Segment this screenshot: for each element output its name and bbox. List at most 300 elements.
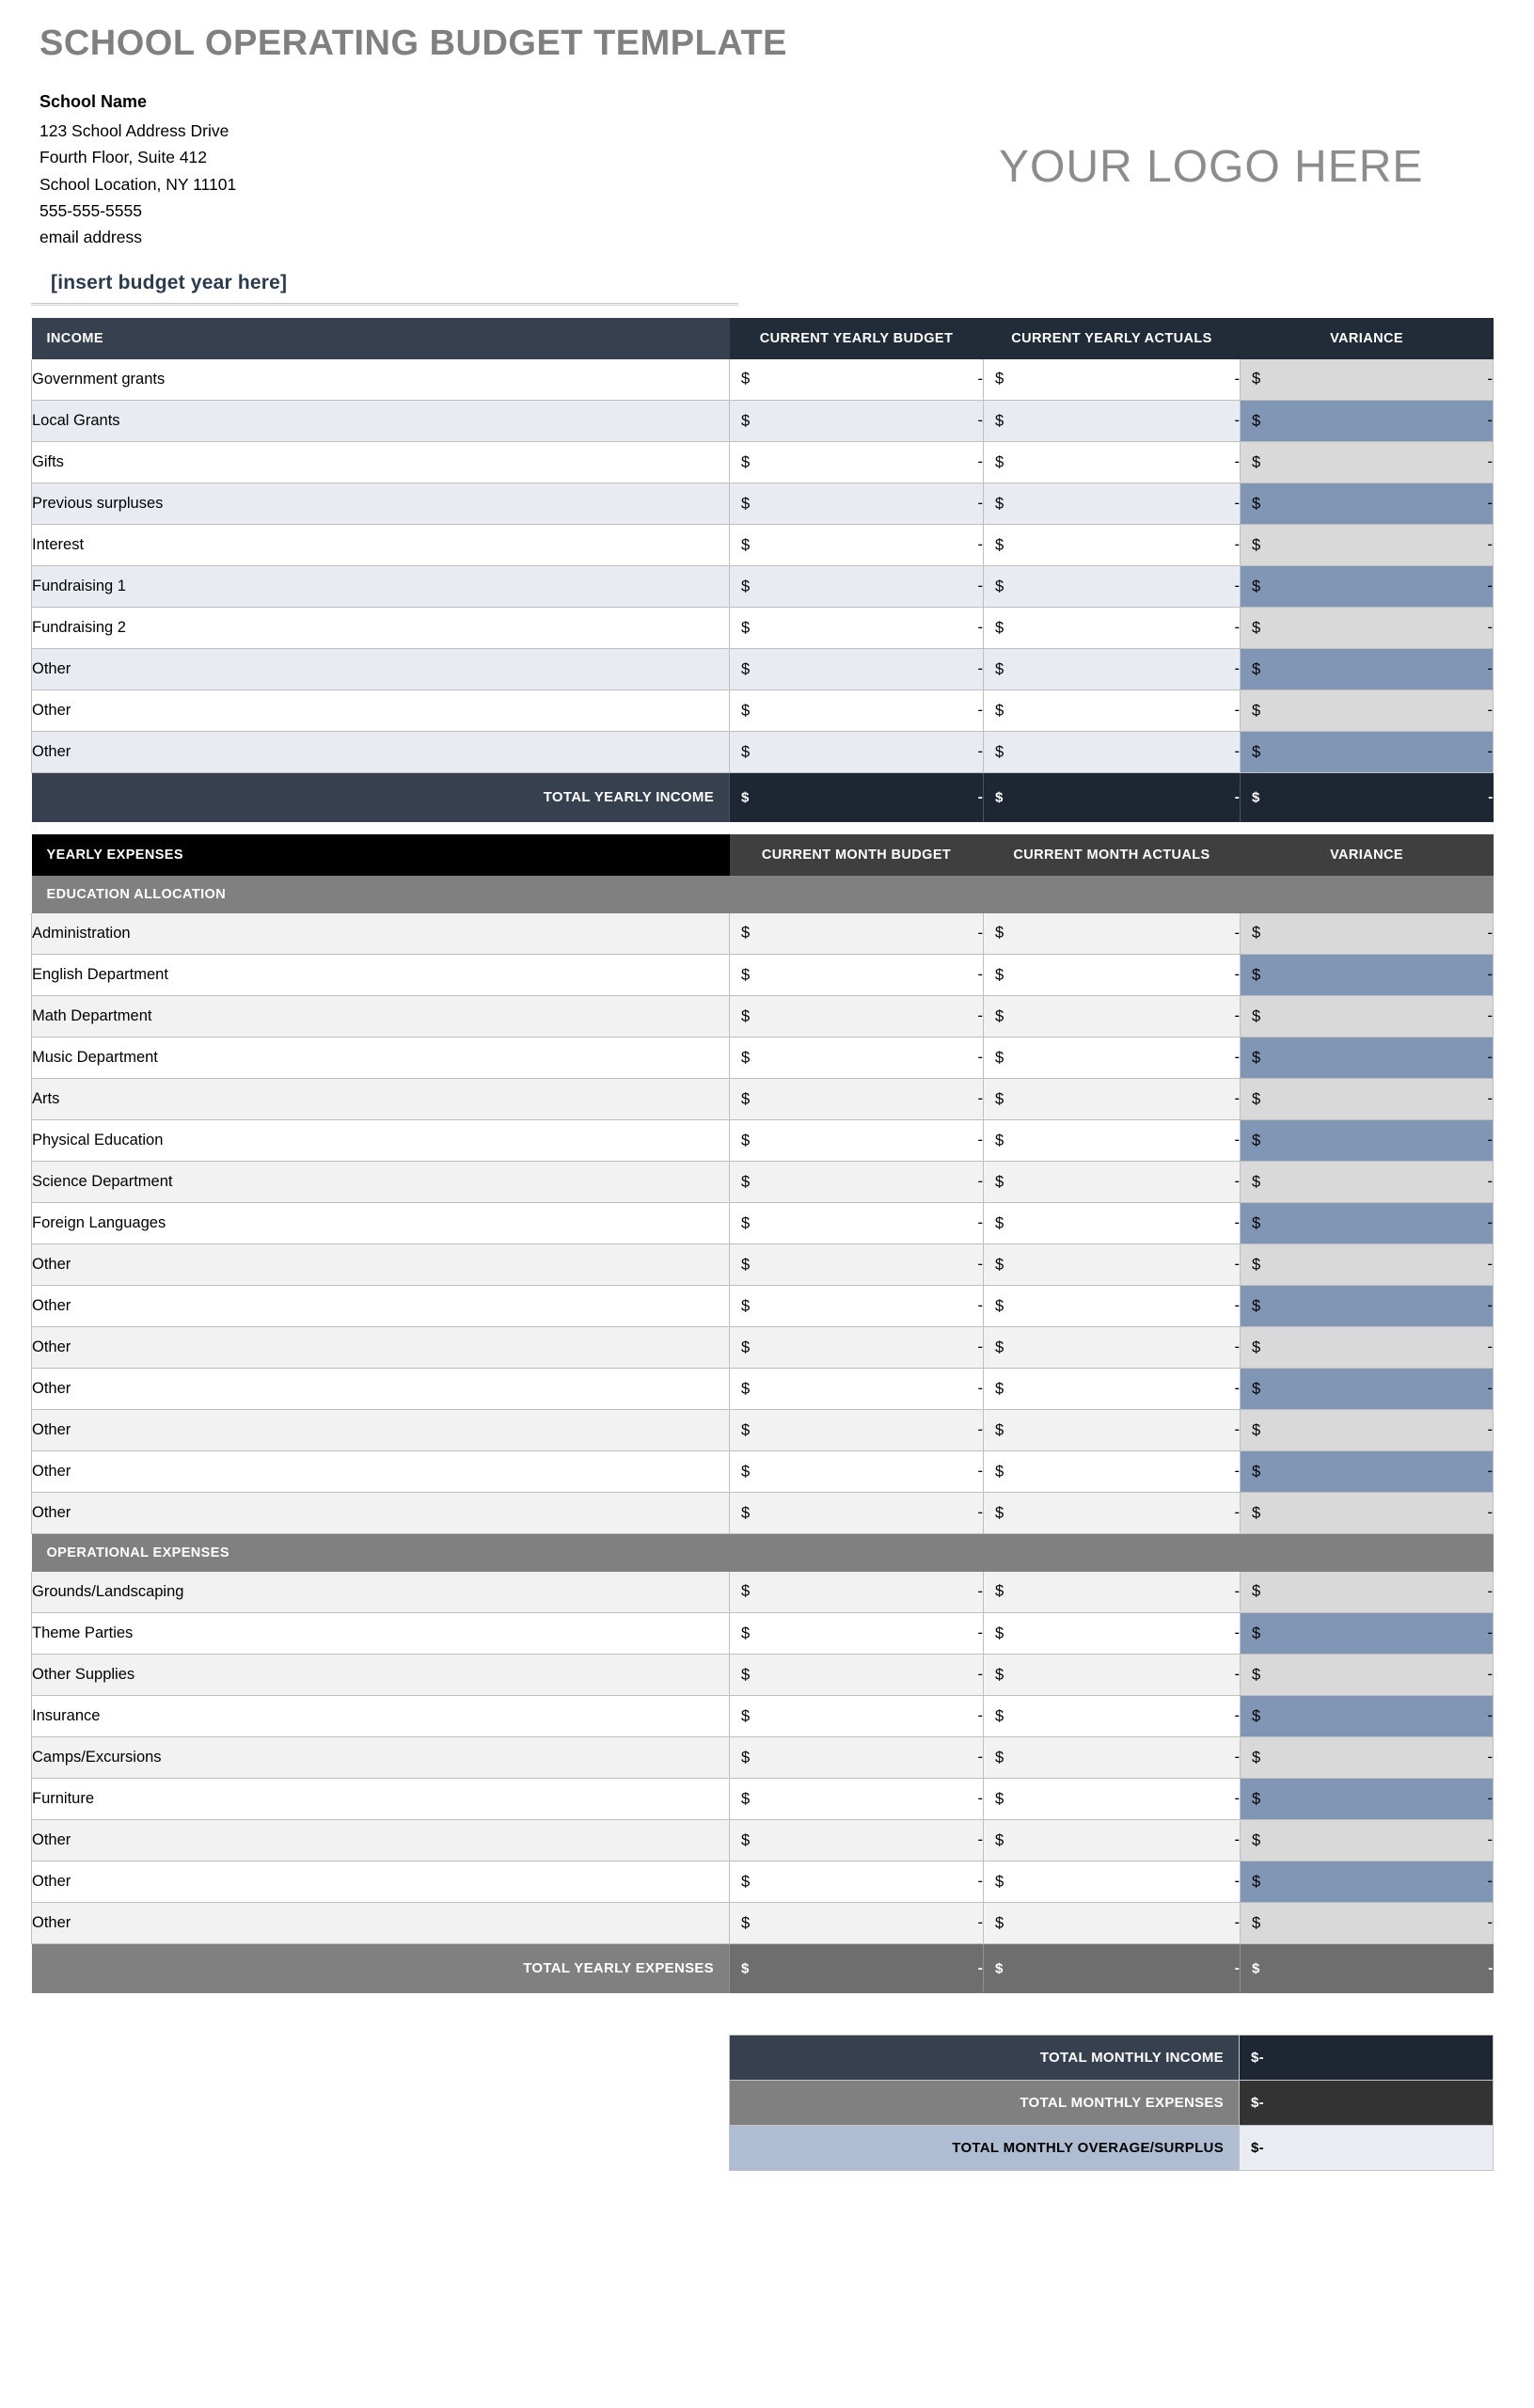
income-header-label: INCOME bbox=[32, 318, 730, 359]
table-row bbox=[32, 1286, 1494, 1327]
expense-row-variance[interactable] bbox=[1241, 996, 1494, 1038]
income-row-variance[interactable] bbox=[1241, 525, 1494, 566]
income-row-variance[interactable] bbox=[1241, 359, 1494, 401]
expense-row-budget-value: - bbox=[977, 1090, 983, 1108]
income-row-budget[interactable] bbox=[730, 442, 984, 483]
currency-symbol: $ bbox=[741, 1090, 751, 1108]
currency-symbol: $ bbox=[1252, 1624, 1261, 1642]
summary-row-label: TOTAL MONTHLY OVERAGE/SURPLUS bbox=[730, 2125, 1240, 2170]
income-row-actuals[interactable] bbox=[984, 401, 1241, 442]
expense-row-variance-value: - bbox=[1487, 1873, 1493, 1891]
expense-row-variance[interactable] bbox=[1241, 1696, 1494, 1737]
expense-row-budget[interactable] bbox=[730, 1286, 984, 1327]
expense-row-actuals[interactable] bbox=[984, 1737, 1241, 1779]
expense-total-actuals-value: - bbox=[1234, 1960, 1240, 1977]
expense-total-row bbox=[32, 1944, 1494, 1993]
income-row-actuals[interactable] bbox=[984, 608, 1241, 649]
currency-symbol: $ bbox=[741, 1339, 751, 1356]
expense-row-variance[interactable] bbox=[1241, 1369, 1494, 1410]
currency-symbol: $ bbox=[1252, 370, 1261, 388]
currency-symbol: $ bbox=[995, 1049, 1004, 1067]
expense-row-budget-value: - bbox=[977, 1132, 983, 1149]
expense-row-actuals-value: - bbox=[1234, 1831, 1240, 1849]
income-row-variance[interactable] bbox=[1241, 442, 1494, 483]
summary-row bbox=[730, 2035, 1494, 2080]
income-total-budget bbox=[730, 773, 984, 822]
expense-row-budget[interactable] bbox=[730, 1820, 984, 1861]
expense-row-budget[interactable] bbox=[730, 1410, 984, 1451]
expense-row-actuals-value: - bbox=[1234, 1666, 1240, 1684]
expense-row-variance[interactable] bbox=[1241, 1038, 1494, 1079]
expense-row-actuals[interactable] bbox=[984, 1451, 1241, 1493]
income-row-actuals-value: - bbox=[1234, 743, 1240, 761]
income-row-variance[interactable] bbox=[1241, 690, 1494, 732]
expense-row-budget[interactable] bbox=[730, 1327, 984, 1369]
income-row-variance[interactable] bbox=[1241, 401, 1494, 442]
income-row-label[interactable]: Other bbox=[32, 690, 730, 732]
summary-row-amount: - bbox=[1258, 2094, 1264, 2111]
expense-row-actuals-value: - bbox=[1234, 1707, 1240, 1725]
summary-row-label: TOTAL MONTHLY EXPENSES bbox=[730, 2080, 1240, 2125]
income-row-actuals-value: - bbox=[1234, 619, 1240, 637]
expense-row-budget[interactable] bbox=[730, 955, 984, 996]
summary-row-value[interactable] bbox=[1240, 2125, 1494, 2170]
expense-row-budget-value: - bbox=[977, 1624, 983, 1642]
expense-row-variance-value: - bbox=[1487, 1007, 1493, 1025]
table-row bbox=[32, 566, 1494, 608]
income-row-label[interactable]: Gifts bbox=[32, 442, 730, 483]
table-row bbox=[32, 1903, 1494, 1944]
currency-symbol: $ bbox=[1252, 1173, 1261, 1191]
expense-row-budget-value: - bbox=[977, 1707, 983, 1725]
expense-row-budget[interactable] bbox=[730, 1120, 984, 1162]
income-row-variance-value: - bbox=[1487, 578, 1493, 595]
currency-symbol: $ bbox=[995, 578, 1004, 595]
currency-symbol: $ bbox=[995, 1421, 1004, 1439]
expense-row-variance-value: - bbox=[1487, 1831, 1493, 1849]
income-row-budget[interactable] bbox=[730, 525, 984, 566]
expense-row-label[interactable]: Camps/Excursions bbox=[32, 1737, 730, 1779]
expense-row-label[interactable]: Music Department bbox=[32, 1038, 730, 1079]
currency-symbol: $ bbox=[741, 924, 751, 942]
expense-row-label[interactable]: Other bbox=[32, 1903, 730, 1944]
income-row-budget[interactable] bbox=[730, 483, 984, 525]
expense-row-variance[interactable] bbox=[1241, 1120, 1494, 1162]
expense-row-actuals-value: - bbox=[1234, 1173, 1240, 1191]
expense-row-label[interactable]: Other bbox=[32, 1369, 730, 1410]
expense-row-label[interactable]: Other Supplies bbox=[32, 1655, 730, 1696]
monthly-summary-table bbox=[729, 2035, 1494, 2171]
expense-row-actuals[interactable] bbox=[984, 1820, 1241, 1861]
income-row-budget-value: - bbox=[977, 453, 983, 471]
currency-symbol: $ bbox=[995, 1790, 1004, 1808]
currency-symbol: $ bbox=[995, 1463, 1004, 1481]
expense-row-actuals[interactable] bbox=[984, 1903, 1241, 1944]
income-row-budget[interactable] bbox=[730, 732, 984, 773]
currency-symbol: $ bbox=[741, 1914, 751, 1932]
currency-symbol: $ bbox=[741, 1790, 751, 1808]
expense-row-actuals[interactable] bbox=[984, 1038, 1241, 1079]
currency-symbol: $ bbox=[1252, 619, 1261, 637]
currency-symbol: $ bbox=[995, 924, 1004, 942]
expense-row-variance[interactable] bbox=[1241, 1861, 1494, 1903]
income-row-variance-value: - bbox=[1487, 536, 1493, 554]
expense-row-actuals-value: - bbox=[1234, 1214, 1240, 1232]
expense-row-variance-value: - bbox=[1487, 1173, 1493, 1191]
currency-symbol: $ bbox=[995, 1666, 1004, 1684]
income-row-budget-value: - bbox=[977, 495, 983, 513]
expense-row-variance[interactable] bbox=[1241, 1244, 1494, 1286]
expense-row-budget[interactable] bbox=[730, 1079, 984, 1120]
currency-symbol: $ bbox=[995, 1339, 1004, 1356]
table-row bbox=[32, 996, 1494, 1038]
currency-symbol: $ bbox=[995, 1707, 1004, 1725]
income-row-actuals[interactable] bbox=[984, 732, 1241, 773]
currency-symbol: $ bbox=[995, 495, 1004, 513]
expense-row-actuals-value: - bbox=[1234, 1380, 1240, 1398]
expense-row-budget-value: - bbox=[977, 1256, 983, 1274]
expense-row-label[interactable]: Other bbox=[32, 1820, 730, 1861]
logo-placeholder[interactable]: YOUR LOGO HERE bbox=[999, 142, 1424, 192]
expense-row-variance-value: - bbox=[1487, 1214, 1493, 1232]
expense-row-actuals[interactable] bbox=[984, 1244, 1241, 1286]
currency-symbol: $ bbox=[741, 1173, 751, 1191]
income-total-variance bbox=[1241, 773, 1494, 822]
expense-row-variance[interactable] bbox=[1241, 1162, 1494, 1203]
currency-symbol: $ bbox=[1252, 660, 1261, 678]
expense-row-budget[interactable] bbox=[730, 1493, 984, 1534]
expense-row-actuals[interactable] bbox=[984, 1861, 1241, 1903]
income-row-budget[interactable] bbox=[730, 690, 984, 732]
expense-row-label[interactable]: Science Department bbox=[32, 1162, 730, 1203]
expense-section-title: EDUCATION ALLOCATION bbox=[32, 876, 1494, 913]
expense-row-budget[interactable] bbox=[730, 1451, 984, 1493]
income-row-label[interactable]: Local Grants bbox=[32, 401, 730, 442]
currency-symbol: $ bbox=[741, 1582, 751, 1600]
expense-row-variance-value: - bbox=[1487, 966, 1493, 984]
expense-row-budget[interactable] bbox=[730, 1613, 984, 1655]
income-row-actuals-value: - bbox=[1234, 702, 1240, 720]
currency-symbol: $ bbox=[741, 370, 751, 388]
expense-row-label[interactable]: Physical Education bbox=[32, 1120, 730, 1162]
currency-symbol: $ bbox=[995, 536, 1004, 554]
income-row-actuals-value: - bbox=[1234, 578, 1240, 595]
currency-symbol: $ bbox=[741, 1256, 751, 1274]
currency-symbol: $ bbox=[1252, 1297, 1261, 1315]
currency-symbol: $ bbox=[741, 660, 751, 678]
expense-row-variance[interactable] bbox=[1241, 1410, 1494, 1451]
table-row bbox=[32, 401, 1494, 442]
expense-header-budget: CURRENT MONTH BUDGET bbox=[730, 834, 984, 876]
expense-row-budget-value: - bbox=[977, 1831, 983, 1849]
school-address-line-2: Fourth Floor, Suite 412 bbox=[40, 148, 208, 167]
expense-row-label[interactable]: Other bbox=[32, 1861, 730, 1903]
expense-row-actuals[interactable] bbox=[984, 1696, 1241, 1737]
expense-row-actuals[interactable] bbox=[984, 996, 1241, 1038]
expense-row-label[interactable]: Arts bbox=[32, 1079, 730, 1120]
school-address-line-1: 123 School Address Drive bbox=[40, 120, 229, 140]
income-row-actuals[interactable] bbox=[984, 442, 1241, 483]
income-row-label[interactable]: Fundraising 1 bbox=[32, 566, 730, 608]
expense-row-actuals[interactable] bbox=[984, 1079, 1241, 1120]
income-row-budget-value: - bbox=[977, 702, 983, 720]
currency-symbol: $ bbox=[1251, 2049, 1259, 2066]
expense-row-variance-value: - bbox=[1487, 1666, 1493, 1684]
table-row bbox=[32, 442, 1494, 483]
expense-row-actuals-value: - bbox=[1234, 1624, 1240, 1642]
table-row bbox=[32, 1861, 1494, 1903]
currency-symbol: $ bbox=[741, 1749, 751, 1766]
currency-symbol: $ bbox=[995, 370, 1004, 388]
income-row-variance-value: - bbox=[1487, 453, 1493, 471]
expense-row-variance[interactable] bbox=[1241, 1493, 1494, 1534]
expense-row-variance-value: - bbox=[1487, 1504, 1493, 1522]
currency-symbol: $ bbox=[995, 1624, 1004, 1642]
income-row-label[interactable]: Interest bbox=[32, 525, 730, 566]
income-row-actuals-value: - bbox=[1234, 495, 1240, 513]
currency-symbol: $ bbox=[1252, 1582, 1261, 1600]
income-table bbox=[31, 318, 1494, 822]
currency-symbol: $ bbox=[995, 1256, 1004, 1274]
expense-row-label[interactable]: Theme Parties bbox=[32, 1613, 730, 1655]
expense-row-budget[interactable] bbox=[730, 1572, 984, 1613]
currency-symbol: $ bbox=[995, 1914, 1004, 1932]
expense-row-label[interactable]: Other bbox=[32, 1327, 730, 1369]
expense-row-variance-value: - bbox=[1487, 1749, 1493, 1766]
expense-row-variance[interactable] bbox=[1241, 1203, 1494, 1244]
expense-row-actuals[interactable] bbox=[984, 1327, 1241, 1369]
table-row bbox=[32, 1327, 1494, 1369]
income-row-budget-value: - bbox=[977, 743, 983, 761]
expense-header-row bbox=[32, 834, 1494, 876]
currency-symbol: $ bbox=[741, 412, 751, 430]
expense-row-variance[interactable] bbox=[1241, 955, 1494, 996]
currency-symbol: $ bbox=[995, 1749, 1004, 1766]
income-row-label[interactable]: Other bbox=[32, 732, 730, 773]
currency-symbol: $ bbox=[995, 1582, 1004, 1600]
expense-row-variance[interactable] bbox=[1241, 1820, 1494, 1861]
expense-row-budget[interactable] bbox=[730, 1779, 984, 1820]
expense-row-label[interactable]: English Department bbox=[32, 955, 730, 996]
income-header-variance: VARIANCE bbox=[1241, 318, 1494, 359]
expense-row-label[interactable]: Insurance bbox=[32, 1696, 730, 1737]
expense-row-variance[interactable] bbox=[1241, 1451, 1494, 1493]
expense-row-variance[interactable] bbox=[1241, 1655, 1494, 1696]
expense-row-variance-value: - bbox=[1487, 1707, 1493, 1725]
table-row bbox=[32, 1779, 1494, 1820]
expense-row-budget[interactable] bbox=[730, 913, 984, 955]
income-row-actuals[interactable] bbox=[984, 690, 1241, 732]
budget-year-field[interactable]: [insert budget year here] bbox=[51, 271, 288, 293]
income-row-budget[interactable] bbox=[730, 608, 984, 649]
expense-row-budget[interactable] bbox=[730, 1655, 984, 1696]
expense-row-actuals[interactable] bbox=[984, 1572, 1241, 1613]
expense-table bbox=[31, 834, 1494, 1993]
header-divider bbox=[31, 303, 738, 306]
expense-row-variance-value: - bbox=[1487, 1421, 1493, 1439]
income-row-budget[interactable] bbox=[730, 649, 984, 690]
income-row-budget[interactable] bbox=[730, 401, 984, 442]
table-row bbox=[32, 1737, 1494, 1779]
expense-row-budget[interactable] bbox=[730, 1696, 984, 1737]
expense-row-budget-value: - bbox=[977, 1007, 983, 1025]
income-row-variance[interactable] bbox=[1241, 483, 1494, 525]
income-row-variance[interactable] bbox=[1241, 732, 1494, 773]
currency-symbol: $ bbox=[741, 1049, 751, 1067]
expense-row-label[interactable]: Math Department bbox=[32, 996, 730, 1038]
summary-row-value[interactable] bbox=[1240, 2035, 1494, 2080]
expense-row-budget-value: - bbox=[977, 1297, 983, 1315]
income-row-actuals-value: - bbox=[1234, 453, 1240, 471]
income-row-variance[interactable] bbox=[1241, 649, 1494, 690]
expense-row-actuals[interactable] bbox=[984, 1410, 1241, 1451]
income-row-budget[interactable] bbox=[730, 359, 984, 401]
currency-symbol: $ bbox=[741, 578, 751, 595]
expense-row-actuals[interactable] bbox=[984, 1655, 1241, 1696]
currency-symbol: $ bbox=[741, 619, 751, 637]
expense-row-actuals[interactable] bbox=[984, 1369, 1241, 1410]
expense-row-actuals[interactable] bbox=[984, 1613, 1241, 1655]
currency-symbol: $ bbox=[1252, 1380, 1261, 1398]
expense-row-actuals-value: - bbox=[1234, 1790, 1240, 1808]
expense-row-budget[interactable] bbox=[730, 1903, 984, 1944]
currency-symbol: $ bbox=[1252, 1007, 1261, 1025]
expense-row-actuals-value: - bbox=[1234, 1873, 1240, 1891]
income-row-label[interactable]: Fundraising 2 bbox=[32, 608, 730, 649]
page-title: SCHOOL OPERATING BUDGET TEMPLATE bbox=[40, 24, 788, 63]
expense-row-variance[interactable] bbox=[1241, 1572, 1494, 1613]
expense-row-variance-value: - bbox=[1487, 1582, 1493, 1600]
expense-row-budget[interactable] bbox=[730, 1162, 984, 1203]
expense-row-budget-value: - bbox=[977, 966, 983, 984]
expense-row-budget-value: - bbox=[977, 1463, 983, 1481]
expense-row-label[interactable]: Other bbox=[32, 1493, 730, 1534]
expense-row-variance[interactable] bbox=[1241, 1779, 1494, 1820]
income-row-actuals[interactable] bbox=[984, 525, 1241, 566]
expense-row-label[interactable]: Other bbox=[32, 1286, 730, 1327]
expense-row-variance[interactable] bbox=[1241, 1613, 1494, 1655]
income-row-budget-value: - bbox=[977, 660, 983, 678]
income-row-actuals[interactable] bbox=[984, 566, 1241, 608]
currency-symbol: $ bbox=[1252, 1707, 1261, 1725]
expense-row-budget[interactable] bbox=[730, 1737, 984, 1779]
table-row bbox=[32, 1572, 1494, 1613]
income-row-label[interactable]: Other bbox=[32, 649, 730, 690]
school-phone: 555-555-5555 bbox=[40, 200, 142, 220]
expense-row-label[interactable]: Other bbox=[32, 1410, 730, 1451]
income-row-actuals[interactable] bbox=[984, 649, 1241, 690]
income-row-variance-value: - bbox=[1487, 702, 1493, 720]
expense-row-actuals[interactable] bbox=[984, 955, 1241, 996]
currency-symbol: $ bbox=[1252, 1914, 1261, 1932]
table-row bbox=[32, 1038, 1494, 1079]
expense-row-budget[interactable] bbox=[730, 1244, 984, 1286]
income-row-actuals-value: - bbox=[1234, 536, 1240, 554]
expense-row-variance[interactable] bbox=[1241, 1903, 1494, 1944]
currency-symbol: $ bbox=[1252, 578, 1261, 595]
income-row-variance-value: - bbox=[1487, 412, 1493, 430]
expense-row-actuals[interactable] bbox=[984, 1286, 1241, 1327]
expense-row-label[interactable]: Furniture bbox=[32, 1779, 730, 1820]
expense-row-budget[interactable] bbox=[730, 1038, 984, 1079]
expense-row-variance-value: - bbox=[1487, 1624, 1493, 1642]
expense-row-label[interactable]: Other bbox=[32, 1244, 730, 1286]
expense-row-budget[interactable] bbox=[730, 1203, 984, 1244]
income-row-actuals-value: - bbox=[1234, 660, 1240, 678]
currency-symbol: $ bbox=[995, 1504, 1004, 1522]
currency-symbol: $ bbox=[1252, 1090, 1261, 1108]
expense-row-variance[interactable] bbox=[1241, 913, 1494, 955]
expense-total-budget-value: - bbox=[977, 1960, 983, 1977]
currency-symbol: $ bbox=[995, 453, 1004, 471]
table-row bbox=[32, 359, 1494, 401]
expense-row-actuals[interactable] bbox=[984, 1203, 1241, 1244]
currency-symbol: $ bbox=[741, 1666, 751, 1684]
expense-row-actuals[interactable] bbox=[984, 1162, 1241, 1203]
expense-row-variance[interactable] bbox=[1241, 1079, 1494, 1120]
income-row-budget-value: - bbox=[977, 619, 983, 637]
summary-row-value[interactable] bbox=[1240, 2080, 1494, 2125]
income-row-label[interactable]: Government grants bbox=[32, 359, 730, 401]
currency-symbol: $ bbox=[1252, 1421, 1261, 1439]
income-row-actuals[interactable] bbox=[984, 359, 1241, 401]
currency-symbol: $ bbox=[741, 453, 751, 471]
expense-row-variance[interactable] bbox=[1241, 1737, 1494, 1779]
school-address-line-3: School Location, NY 11101 bbox=[40, 174, 237, 194]
document-header bbox=[0, 0, 1534, 294]
income-row-actuals-value: - bbox=[1234, 412, 1240, 430]
income-row-variance[interactable] bbox=[1241, 608, 1494, 649]
currency-symbol: $ bbox=[1252, 1749, 1261, 1766]
currency-symbol: $ bbox=[741, 1960, 750, 1977]
expense-row-budget[interactable] bbox=[730, 996, 984, 1038]
expense-row-variance[interactable] bbox=[1241, 1286, 1494, 1327]
currency-symbol: $ bbox=[741, 1214, 751, 1232]
income-total-actuals-value: - bbox=[1234, 789, 1240, 806]
currency-symbol: $ bbox=[995, 1831, 1004, 1849]
currency-symbol: $ bbox=[1252, 966, 1261, 984]
currency-symbol: $ bbox=[1252, 1960, 1260, 1977]
expense-row-label[interactable]: Foreign Languages bbox=[32, 1203, 730, 1244]
income-row-label[interactable]: Previous surpluses bbox=[32, 483, 730, 525]
income-row-variance[interactable] bbox=[1241, 566, 1494, 608]
table-row bbox=[32, 1613, 1494, 1655]
income-row-actuals[interactable] bbox=[984, 483, 1241, 525]
expense-row-actuals[interactable] bbox=[984, 1493, 1241, 1534]
expense-row-budget[interactable] bbox=[730, 1861, 984, 1903]
expense-row-budget[interactable] bbox=[730, 1369, 984, 1410]
expense-row-variance[interactable] bbox=[1241, 1327, 1494, 1369]
expense-row-label[interactable]: Grounds/Landscaping bbox=[32, 1572, 730, 1613]
summary-row-label: TOTAL MONTHLY INCOME bbox=[730, 2035, 1240, 2080]
currency-symbol: $ bbox=[995, 966, 1004, 984]
expense-row-variance-value: - bbox=[1487, 924, 1493, 942]
expense-row-label[interactable]: Other bbox=[32, 1451, 730, 1493]
expense-row-actuals-value: - bbox=[1234, 924, 1240, 942]
expense-row-actuals[interactable] bbox=[984, 1779, 1241, 1820]
expense-row-actuals[interactable] bbox=[984, 1120, 1241, 1162]
expense-row-label[interactable]: Administration bbox=[32, 913, 730, 955]
expense-row-actuals-value: - bbox=[1234, 1582, 1240, 1600]
currency-symbol: $ bbox=[1252, 1666, 1261, 1684]
expense-row-actuals[interactable] bbox=[984, 913, 1241, 955]
currency-symbol: $ bbox=[995, 1090, 1004, 1108]
income-row-budget[interactable] bbox=[730, 566, 984, 608]
currency-symbol: $ bbox=[741, 702, 751, 720]
currency-symbol: $ bbox=[741, 495, 751, 513]
table-row bbox=[32, 1244, 1494, 1286]
expense-row-actuals-value: - bbox=[1234, 966, 1240, 984]
